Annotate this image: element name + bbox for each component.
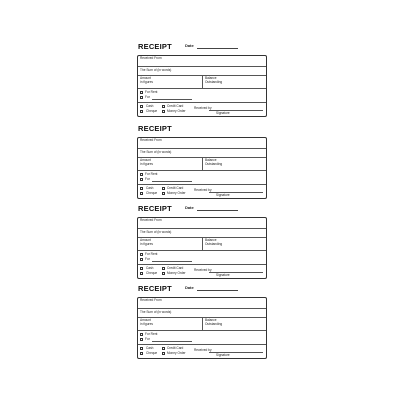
received-from-label: Received From <box>140 298 162 302</box>
receipt-form <box>137 217 267 279</box>
cash-checkbox[interactable] <box>140 347 143 350</box>
amount-divider <box>202 237 203 250</box>
money-order-label: Money Order <box>167 271 186 275</box>
credit-card-label: Credit Card <box>167 266 184 270</box>
money-order-checkbox[interactable] <box>162 110 165 113</box>
date-label: Date <box>185 285 194 290</box>
signature-label: Signature <box>216 353 230 357</box>
credit-card-label: Credit Card <box>167 104 184 108</box>
for-line[interactable] <box>152 341 192 342</box>
received-by-label: Received by <box>194 106 212 110</box>
sum-in-words-label: The Sum of (in words) <box>140 230 172 234</box>
for-checkbox[interactable] <box>140 178 143 181</box>
receipt-4 <box>137 284 267 359</box>
for-rent-checkbox[interactable] <box>140 333 143 336</box>
receipt-title: RECEIPT <box>138 284 172 293</box>
for-rent-checkbox[interactable] <box>140 91 143 94</box>
received-from-label: Received From <box>140 138 162 142</box>
for-rent-label: For Rent <box>145 172 158 176</box>
date-field[interactable] <box>197 210 238 211</box>
receipt-form <box>137 297 267 359</box>
received-by-label: Received by <box>194 268 212 272</box>
cheque-label: Cheque <box>146 191 158 195</box>
for-label: For <box>145 95 150 99</box>
signature-label: Signature <box>216 273 230 277</box>
for-label: For <box>145 337 150 341</box>
for-rent-checkbox[interactable] <box>140 173 143 176</box>
balance-label: Balance Outstanding <box>205 158 223 166</box>
date-field[interactable] <box>197 290 238 291</box>
for-checkbox[interactable] <box>140 338 143 341</box>
cheque-label: Cheque <box>146 109 158 113</box>
cash-checkbox[interactable] <box>140 187 143 190</box>
money-order-label: Money Order <box>167 109 186 113</box>
payment-divider <box>138 184 266 185</box>
cash-checkbox[interactable] <box>140 105 143 108</box>
cash-label: Cash <box>146 186 154 190</box>
date-label: Date <box>185 205 194 210</box>
receipt-header <box>137 42 267 55</box>
amount-divider <box>202 157 203 170</box>
cash-label: Cash <box>146 104 154 108</box>
amount-divider <box>202 75 203 88</box>
credit-card-checkbox[interactable] <box>162 267 165 270</box>
money-order-checkbox[interactable] <box>162 352 165 355</box>
receipt-header <box>137 284 267 297</box>
cheque-checkbox[interactable] <box>140 192 143 195</box>
received-from-label: Received From <box>140 56 162 60</box>
money-order-label: Money Order <box>167 191 186 195</box>
received-by-label: Received by <box>194 188 212 192</box>
balance-label: Balance Outstanding <box>205 318 223 326</box>
receipt-3 <box>137 204 267 279</box>
money-order-checkbox[interactable] <box>162 272 165 275</box>
receipt-header <box>137 124 267 137</box>
for-line[interactable] <box>152 261 192 262</box>
date-field[interactable] <box>197 48 238 49</box>
signature-label: Signature <box>216 193 230 197</box>
sum-in-words-label: The Sum of (in words) <box>140 310 172 314</box>
received-by-label: Received by <box>194 348 212 352</box>
amount-label: Amount in figures <box>140 158 153 166</box>
receipt-title: RECEIPT <box>138 204 172 213</box>
cheque-label: Cheque <box>146 271 158 275</box>
for-rent-label: For Rent <box>145 332 158 336</box>
sum-in-words-label: The Sum of (in words) <box>140 150 172 154</box>
receipt-2 <box>137 124 267 199</box>
signature-label: Signature <box>216 111 230 115</box>
credit-card-checkbox[interactable] <box>162 187 165 190</box>
cheque-checkbox[interactable] <box>140 272 143 275</box>
amount-label: Amount in figures <box>140 318 153 326</box>
for-label: For <box>145 257 150 261</box>
cheque-checkbox[interactable] <box>140 352 143 355</box>
amount-label: Amount in figures <box>140 76 153 84</box>
credit-card-checkbox[interactable] <box>162 105 165 108</box>
money-order-checkbox[interactable] <box>162 192 165 195</box>
amount-divider <box>202 317 203 330</box>
receipt-1 <box>137 42 267 117</box>
cash-label: Cash <box>146 266 154 270</box>
cash-checkbox[interactable] <box>140 267 143 270</box>
for-checkbox[interactable] <box>140 258 143 261</box>
receipt-form <box>137 137 267 199</box>
balance-label: Balance Outstanding <box>205 238 223 246</box>
cash-label: Cash <box>146 346 154 350</box>
date-label: Date <box>185 43 194 48</box>
for-line[interactable] <box>152 181 192 182</box>
money-order-label: Money Order <box>167 351 186 355</box>
sum-in-words-label: The Sum of (in words) <box>140 68 172 72</box>
received-from-label: Received From <box>140 218 162 222</box>
balance-label: Balance Outstanding <box>205 76 223 84</box>
payment-divider <box>138 264 266 265</box>
for-label: For <box>145 177 150 181</box>
for-line[interactable] <box>152 99 192 100</box>
cheque-checkbox[interactable] <box>140 110 143 113</box>
credit-card-label: Credit Card <box>167 186 184 190</box>
receipt-title: RECEIPT <box>138 124 172 133</box>
for-checkbox[interactable] <box>140 96 143 99</box>
cheque-label: Cheque <box>146 351 158 355</box>
for-rent-label: For Rent <box>145 252 158 256</box>
for-rent-label: For Rent <box>145 90 158 94</box>
receipt-header <box>137 204 267 217</box>
payment-divider <box>138 102 266 103</box>
payment-divider <box>138 344 266 345</box>
for-rent-checkbox[interactable] <box>140 253 143 256</box>
receipt-form <box>137 55 267 117</box>
credit-card-label: Credit Card <box>167 346 184 350</box>
amount-label: Amount in figures <box>140 238 153 246</box>
credit-card-checkbox[interactable] <box>162 347 165 350</box>
receipt-title: RECEIPT <box>138 42 172 51</box>
